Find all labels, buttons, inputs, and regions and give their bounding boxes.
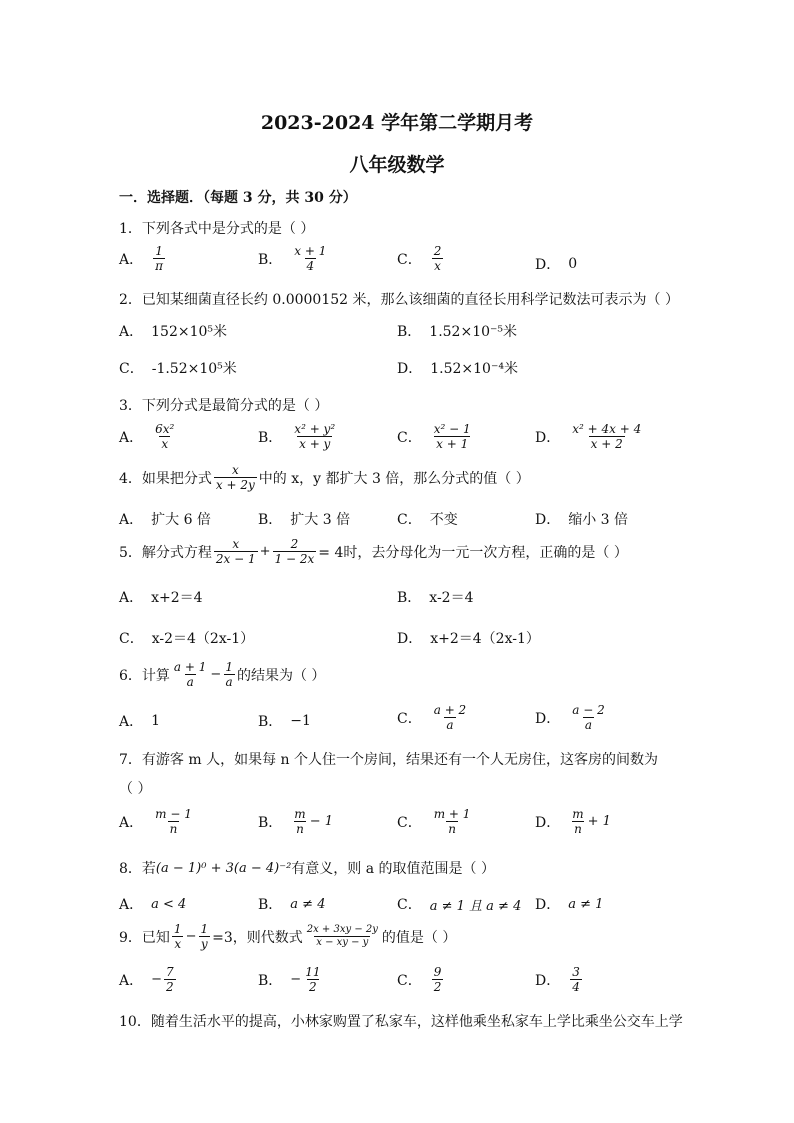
denominator: n — [169, 822, 178, 836]
option-label: A． — [119, 324, 144, 340]
q3-option-d[interactable] — [535, 422, 645, 451]
section-heading: 一．选择题．（每题 3 分，共 30 分） — [119, 190, 357, 206]
q2-option-d[interactable] — [397, 358, 518, 378]
q7-option-b[interactable] — [258, 807, 333, 836]
denominator: 1 − 2x — [274, 552, 315, 566]
question-6-stem — [119, 660, 325, 689]
q8-option-b[interactable] — [258, 894, 325, 914]
option-text: 1 — [151, 713, 161, 729]
option-text: x-2＝4 — [429, 590, 474, 606]
question-8-stem — [119, 858, 495, 878]
fraction — [198, 922, 210, 951]
question-5-stem — [119, 537, 628, 566]
option-label: C． — [397, 972, 422, 989]
numerator: 3 — [572, 965, 580, 979]
option-text: 不变 — [429, 512, 458, 528]
denominator: n — [574, 822, 582, 836]
option-label: D． — [535, 257, 561, 273]
option-label: A． — [119, 590, 144, 606]
q2-option-b[interactable] — [397, 321, 517, 341]
option-label: D． — [397, 631, 423, 647]
denominator: a — [446, 718, 454, 732]
stem-text: 8．若 — [119, 861, 156, 877]
numerator: 2 — [433, 244, 442, 258]
fraction — [432, 807, 473, 836]
numerator: 1 — [155, 244, 163, 258]
numerator: x — [232, 537, 240, 551]
minus-sign: − — [185, 929, 197, 944]
q5-option-a[interactable] — [119, 587, 203, 607]
q6-option-b[interactable] — [258, 711, 311, 731]
option-label: C． — [119, 631, 144, 647]
q2-option-a[interactable] — [119, 321, 227, 341]
q8-option-c[interactable] — [397, 894, 521, 914]
stem-text: 的结果为（ ） — [236, 667, 326, 684]
option-label: C． — [397, 814, 422, 831]
option-label: B． — [258, 512, 283, 528]
fraction — [305, 924, 380, 949]
denominator: 2 — [166, 980, 174, 994]
plus-sign: + — [259, 544, 271, 559]
fraction — [164, 965, 176, 994]
q8-option-a[interactable] — [119, 894, 186, 914]
fraction — [292, 244, 328, 273]
option-text: a ≠ 1 — [568, 896, 604, 912]
option-label: B． — [258, 814, 283, 831]
fraction — [292, 422, 337, 451]
option-label: B． — [258, 251, 283, 268]
numerator: 6x² — [155, 422, 175, 436]
option-label: C． — [397, 512, 422, 528]
stem-text: = 4时，去分母化为一元一次方程，正确的是（ ） — [318, 544, 628, 561]
option-label: C． — [397, 897, 422, 913]
numerator: a − 2 — [572, 703, 605, 717]
denominator: x + 1 — [436, 437, 469, 451]
numerator: 1 — [225, 660, 233, 674]
fraction — [570, 807, 585, 836]
fraction — [570, 422, 643, 451]
option-label: D． — [535, 512, 561, 528]
q2-option-c[interactable] — [119, 358, 237, 378]
stem-text: 中的 x，y 都扩大 3 倍，那么分式的值（ ） — [258, 470, 530, 487]
option-text: 扩大 6 倍 — [151, 512, 211, 528]
denominator: x + 2 — [590, 437, 623, 451]
option-text: −1 — [290, 713, 311, 729]
option-label: C． — [397, 429, 422, 446]
option-text: x+2＝4 — [151, 590, 203, 606]
q9-option-a[interactable] — [119, 965, 178, 994]
q1-option-a[interactable] — [119, 244, 167, 273]
q5-option-d[interactable] — [397, 628, 540, 648]
fraction — [292, 807, 307, 836]
option-text: a ≠ 1 且 a ≠ 4 — [429, 898, 522, 914]
q7-option-d[interactable] — [535, 807, 611, 836]
minus-sign: − — [290, 972, 302, 987]
q7-option-a[interactable] — [119, 807, 196, 836]
denominator: a — [225, 675, 233, 689]
q4-option-d[interactable] — [535, 509, 628, 529]
fraction — [570, 965, 582, 994]
q9-option-d[interactable] — [535, 965, 584, 994]
option-text: a < 4 — [151, 896, 187, 912]
stem-text: 6．计算 — [119, 667, 170, 684]
denominator: n — [296, 822, 304, 836]
fraction — [570, 703, 606, 732]
option-label: C． — [119, 361, 144, 377]
q9-option-b[interactable] — [258, 965, 324, 994]
numerator: a + 2 — [433, 703, 467, 717]
denominator: 2x − 1 — [215, 552, 256, 566]
denominator: x + y — [299, 437, 331, 451]
option-text: -1.52×10⁵米 — [151, 361, 237, 377]
q1-option-b[interactable] — [258, 244, 330, 273]
fraction — [432, 703, 468, 732]
option-label: B． — [397, 324, 422, 340]
denominator: π — [155, 259, 164, 273]
q3-option-b[interactable] — [258, 422, 339, 451]
numerator: 2x + 3xy − 2y — [306, 924, 378, 935]
numerator: 2 — [290, 537, 299, 551]
question-3-stem: 3．下列分式是最简分式的是（ ） — [119, 398, 329, 414]
option-label: C． — [397, 710, 422, 727]
q4-option-b[interactable] — [258, 509, 350, 529]
denominator: 2 — [433, 980, 442, 994]
page-subtitle: 八年级数学 — [349, 154, 445, 176]
expression: (a − 1)⁰ + 3(a − 4)⁻² — [155, 860, 292, 876]
q6-option-a[interactable] — [119, 711, 160, 731]
option-label: A． — [119, 972, 144, 989]
fraction — [432, 422, 473, 451]
q4-option-c[interactable] — [397, 509, 458, 529]
option-label: B． — [258, 972, 283, 989]
stem-text: 的值是（ ） — [381, 929, 457, 946]
option-text: 152×10⁵米 — [151, 324, 228, 340]
numerator: x² + y² — [294, 422, 336, 436]
denominator: x + 2y — [215, 478, 255, 492]
fraction — [223, 660, 235, 689]
denominator: n — [448, 822, 456, 836]
option-label: D． — [535, 429, 561, 446]
denominator: y — [200, 937, 208, 951]
numerator: 1 — [173, 922, 182, 936]
term-text: − 1 — [309, 814, 333, 829]
fraction — [214, 537, 258, 566]
option-label: D． — [535, 897, 561, 913]
numerator: m − 1 — [155, 807, 192, 821]
option-label: A． — [119, 714, 144, 730]
q6-option-c[interactable] — [397, 703, 470, 732]
question-7-stem-cont: （ ） — [119, 781, 152, 797]
numerator: 1 — [200, 922, 209, 936]
numerator: 7 — [166, 965, 174, 979]
fraction — [214, 463, 257, 492]
denominator: 4 — [306, 259, 315, 273]
q8-option-d[interactable] — [535, 894, 603, 914]
option-label: A． — [119, 512, 144, 528]
option-text: x-2＝4（2x-1） — [151, 631, 255, 647]
denominator: 2 — [309, 980, 317, 994]
q1-option-c[interactable] — [397, 244, 445, 273]
option-label: B． — [258, 429, 283, 446]
numerator: 9 — [433, 965, 442, 979]
option-label: B． — [258, 897, 283, 913]
numerator: x² + 4x + 4 — [572, 422, 642, 436]
q5-option-c[interactable] — [119, 628, 254, 648]
q9-option-c[interactable] — [397, 965, 445, 994]
option-text: x+2＝4（2x-1） — [430, 631, 540, 647]
question-9-stem — [119, 922, 456, 951]
q3-option-a[interactable] — [119, 422, 178, 451]
page-title: 2023-2024 学年第二学期月考 — [260, 112, 534, 134]
q5-option-b[interactable] — [397, 587, 474, 607]
question-10-stem: 10．随着生活水平的提高，小林家购置了私家车，这样他乘坐私家车上学比乘坐公交车上学 — [119, 1014, 683, 1030]
option-label: B． — [397, 590, 422, 606]
denominator: a — [584, 718, 593, 732]
numerator: x² − 1 — [433, 422, 471, 436]
option-label: D． — [535, 814, 561, 831]
option-label: A． — [119, 429, 144, 446]
numerator: x + 1 — [294, 244, 327, 258]
q6-option-d[interactable] — [535, 703, 609, 732]
question-7-stem: 7．有游客 m 人，如果每 n 个人住一个房间，结果还有一个人无房住，这客房的间数为 — [119, 752, 658, 768]
numerator: m — [572, 807, 584, 821]
denominator: x — [161, 437, 169, 451]
numerator: 11 — [305, 965, 321, 979]
numerator: a + 1 — [173, 660, 207, 674]
option-label: A． — [119, 814, 144, 831]
stem-text: 5．解分式方程 — [119, 544, 212, 561]
denominator: 4 — [572, 980, 580, 994]
numerator: m + 1 — [433, 807, 471, 821]
minus-sign: − — [210, 667, 222, 682]
option-text: 0 — [568, 256, 578, 272]
option-label: D． — [535, 972, 561, 989]
numerator: x — [231, 463, 239, 477]
option-label: D． — [397, 361, 423, 377]
stem-text: 9．已知 — [119, 929, 170, 946]
question-4-stem — [119, 463, 530, 492]
question-2-stem: 2．已知某细菌直径长约 0.0000152 米，那么该细菌的直径长用科学记数法可表示为（ ） — [119, 292, 679, 308]
denominator: x — [434, 259, 441, 273]
fraction — [153, 807, 194, 836]
option-label: A． — [119, 251, 144, 268]
option-label: C． — [397, 251, 422, 268]
fraction — [273, 537, 317, 566]
denominator: a — [186, 675, 194, 689]
option-label: A． — [119, 897, 144, 913]
minus-sign: − — [151, 972, 163, 987]
option-text: 扩大 3 倍 — [290, 512, 351, 528]
option-label: B． — [258, 714, 283, 730]
fraction — [172, 922, 184, 951]
numerator: m — [294, 807, 306, 821]
fraction — [303, 965, 322, 994]
option-label: D． — [535, 710, 561, 727]
denominator: x − xy − y — [316, 937, 369, 948]
fraction — [432, 965, 444, 994]
stem-text: =3，则代数式 — [212, 929, 303, 946]
denominator: x — [174, 937, 182, 951]
q1-option-d[interactable] — [535, 254, 577, 274]
q4-option-a[interactable] — [119, 509, 211, 529]
stem-text: 4．如果把分式 — [119, 470, 212, 487]
q3-option-c[interactable] — [397, 422, 475, 451]
stem-text: 有意义，则 a 的取值范围是（ ） — [291, 861, 495, 877]
fraction — [153, 244, 165, 273]
fraction — [172, 660, 208, 689]
fraction — [432, 244, 444, 273]
fraction — [153, 422, 176, 451]
option-text: 1.52×10⁻⁴米 — [430, 361, 518, 377]
option-text: 缩小 3 倍 — [568, 512, 629, 528]
q7-option-c[interactable] — [397, 807, 474, 836]
term-text: + 1 — [587, 814, 611, 829]
option-text: 1.52×10⁻⁵米 — [429, 324, 518, 340]
option-text: a ≠ 4 — [290, 896, 326, 912]
question-1-stem: 1．下列各式中是分式的是（ ） — [119, 221, 315, 237]
